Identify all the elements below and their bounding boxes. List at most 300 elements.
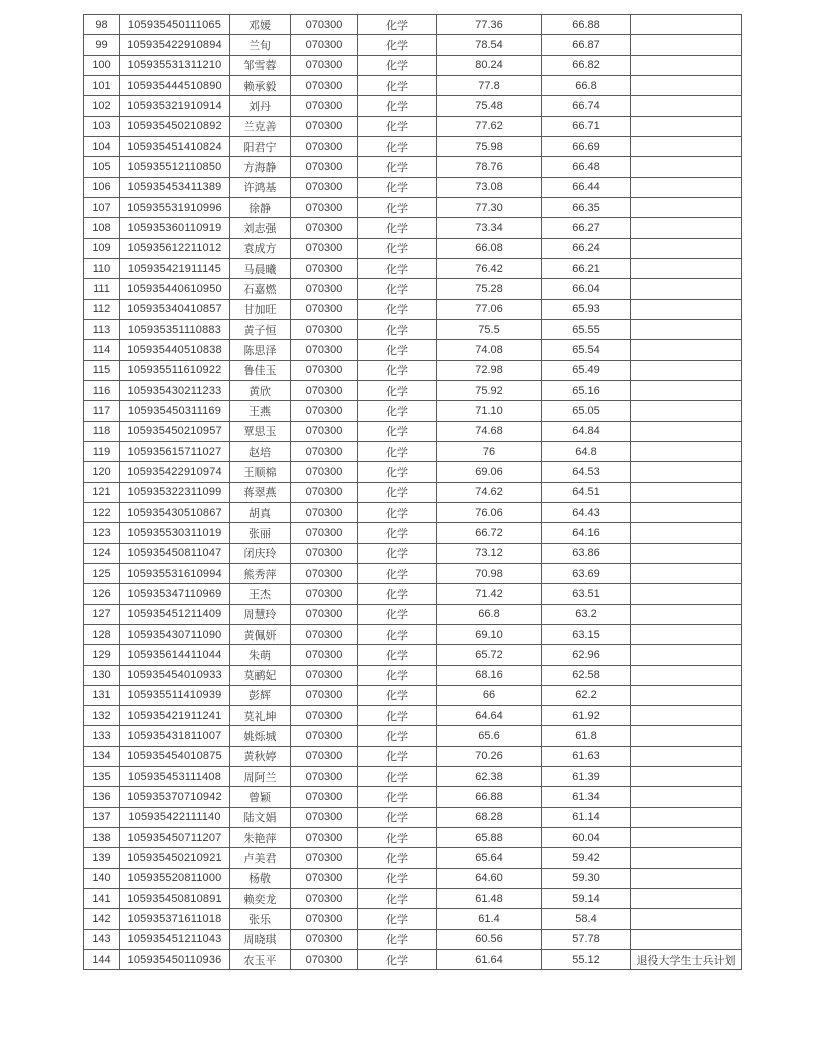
cell-score-1: 78.54 bbox=[437, 35, 542, 55]
cell-major-code: 070300 bbox=[291, 441, 358, 461]
cell-name: 周晓琪 bbox=[230, 929, 291, 949]
table-row bbox=[84, 502, 742, 522]
cell-remark bbox=[631, 157, 742, 177]
cell-major-name: 化学 bbox=[358, 157, 437, 177]
cell-remark bbox=[631, 767, 742, 787]
cell-score-2: 59.30 bbox=[542, 868, 631, 888]
cell-score-2: 66.48 bbox=[542, 157, 631, 177]
cell-score-2: 66.24 bbox=[542, 238, 631, 258]
cell-row-number: 140 bbox=[84, 868, 120, 888]
cell-name: 闭庆玲 bbox=[230, 543, 291, 563]
cell-major-code: 070300 bbox=[291, 828, 358, 848]
cell-major-name: 化学 bbox=[358, 787, 437, 807]
cell-row-number: 100 bbox=[84, 55, 120, 75]
cell-name: 王燕 bbox=[230, 401, 291, 421]
cell-candidate-id: 105935451211409 bbox=[120, 604, 230, 624]
cell-score-2: 61.63 bbox=[542, 746, 631, 766]
cell-row-number: 143 bbox=[84, 929, 120, 949]
cell-score-1: 68.16 bbox=[437, 665, 542, 685]
cell-major-code: 070300 bbox=[291, 848, 358, 868]
cell-name: 黄子恒 bbox=[230, 319, 291, 339]
cell-row-number: 111 bbox=[84, 279, 120, 299]
cell-candidate-id: 105935530311019 bbox=[120, 523, 230, 543]
cell-major-name: 化学 bbox=[358, 441, 437, 461]
cell-candidate-id: 105935321910914 bbox=[120, 96, 230, 116]
cell-row-number: 136 bbox=[84, 787, 120, 807]
cell-major-name: 化学 bbox=[358, 929, 437, 949]
cell-remark bbox=[631, 401, 742, 421]
cell-name: 阳君宁 bbox=[230, 136, 291, 156]
cell-major-name: 化学 bbox=[358, 523, 437, 543]
cell-remark bbox=[631, 96, 742, 116]
cell-major-code: 070300 bbox=[291, 258, 358, 278]
cell-candidate-id: 105935360110919 bbox=[120, 218, 230, 238]
cell-score-2: 64.16 bbox=[542, 523, 631, 543]
cell-score-2: 55.12 bbox=[542, 950, 631, 970]
cell-row-number: 137 bbox=[84, 807, 120, 827]
cell-remark bbox=[631, 218, 742, 238]
table-row bbox=[84, 15, 742, 35]
cell-major-code: 070300 bbox=[291, 238, 358, 258]
cell-remark bbox=[631, 136, 742, 156]
table-row bbox=[84, 197, 742, 217]
table-row bbox=[84, 929, 742, 949]
cell-name: 杨敬 bbox=[230, 868, 291, 888]
cell-score-2: 66.8 bbox=[542, 75, 631, 95]
cell-score-1: 76.06 bbox=[437, 502, 542, 522]
cell-score-1: 70.98 bbox=[437, 563, 542, 583]
cell-name: 赖奕龙 bbox=[230, 889, 291, 909]
cell-major-name: 化学 bbox=[358, 482, 437, 502]
cell-score-1: 75.28 bbox=[437, 279, 542, 299]
table-row bbox=[84, 462, 742, 482]
table-row bbox=[84, 665, 742, 685]
cell-row-number: 130 bbox=[84, 665, 120, 685]
cell-major-name: 化学 bbox=[358, 584, 437, 604]
cell-score-2: 66.82 bbox=[542, 55, 631, 75]
cell-score-2: 58.4 bbox=[542, 909, 631, 929]
cell-score-1: 70.26 bbox=[437, 746, 542, 766]
table-row bbox=[84, 340, 742, 360]
cell-remark bbox=[631, 421, 742, 441]
cell-name: 彭辉 bbox=[230, 685, 291, 705]
table-row bbox=[84, 279, 742, 299]
cell-score-1: 80.24 bbox=[437, 55, 542, 75]
cell-major-name: 化学 bbox=[358, 380, 437, 400]
cell-candidate-id: 105935430211233 bbox=[120, 380, 230, 400]
cell-major-code: 070300 bbox=[291, 523, 358, 543]
cell-row-number: 119 bbox=[84, 441, 120, 461]
cell-score-1: 61.48 bbox=[437, 889, 542, 909]
cell-remark bbox=[631, 75, 742, 95]
cell-score-1: 69.06 bbox=[437, 462, 542, 482]
cell-score-2: 65.93 bbox=[542, 299, 631, 319]
cell-candidate-id: 105935450210921 bbox=[120, 848, 230, 868]
cell-major-code: 070300 bbox=[291, 421, 358, 441]
cell-major-name: 化学 bbox=[358, 136, 437, 156]
cell-major-code: 070300 bbox=[291, 299, 358, 319]
cell-remark bbox=[631, 177, 742, 197]
cell-name: 陈思泽 bbox=[230, 340, 291, 360]
cell-name: 袁成方 bbox=[230, 238, 291, 258]
cell-remark bbox=[631, 319, 742, 339]
cell-row-number: 107 bbox=[84, 197, 120, 217]
cell-name: 覃思玉 bbox=[230, 421, 291, 441]
cell-row-number: 121 bbox=[84, 482, 120, 502]
cell-name: 徐静 bbox=[230, 197, 291, 217]
cell-remark bbox=[631, 116, 742, 136]
cell-row-number: 123 bbox=[84, 523, 120, 543]
cell-major-name: 化学 bbox=[358, 502, 437, 522]
cell-row-number: 113 bbox=[84, 319, 120, 339]
cell-name: 甘加旺 bbox=[230, 299, 291, 319]
cell-major-code: 070300 bbox=[291, 787, 358, 807]
cell-major-code: 070300 bbox=[291, 197, 358, 217]
cell-major-code: 070300 bbox=[291, 177, 358, 197]
cell-score-1: 71.10 bbox=[437, 401, 542, 421]
cell-row-number: 104 bbox=[84, 136, 120, 156]
cell-remark bbox=[631, 15, 742, 35]
cell-major-name: 化学 bbox=[358, 665, 437, 685]
cell-major-code: 070300 bbox=[291, 15, 358, 35]
cell-row-number: 139 bbox=[84, 848, 120, 868]
cell-remark bbox=[631, 279, 742, 299]
table-row bbox=[84, 421, 742, 441]
cell-remark bbox=[631, 665, 742, 685]
cell-candidate-id: 105935450210892 bbox=[120, 116, 230, 136]
cell-name: 黄秋婷 bbox=[230, 746, 291, 766]
cell-row-number: 112 bbox=[84, 299, 120, 319]
table-row bbox=[84, 746, 742, 766]
cell-major-code: 070300 bbox=[291, 543, 358, 563]
cell-score-2: 61.8 bbox=[542, 726, 631, 746]
cell-row-number: 144 bbox=[84, 950, 120, 970]
cell-score-1: 64.60 bbox=[437, 868, 542, 888]
cell-major-code: 070300 bbox=[291, 868, 358, 888]
cell-row-number: 99 bbox=[84, 35, 120, 55]
cell-major-name: 化学 bbox=[358, 197, 437, 217]
cell-score-2: 65.55 bbox=[542, 319, 631, 339]
cell-score-2: 65.49 bbox=[542, 360, 631, 380]
cell-remark bbox=[631, 340, 742, 360]
cell-score-2: 62.58 bbox=[542, 665, 631, 685]
cell-major-name: 化学 bbox=[358, 421, 437, 441]
cell-row-number: 142 bbox=[84, 909, 120, 929]
cell-score-2: 66.88 bbox=[542, 15, 631, 35]
cell-score-1: 72.98 bbox=[437, 360, 542, 380]
cell-score-2: 66.71 bbox=[542, 116, 631, 136]
cell-score-2: 65.05 bbox=[542, 401, 631, 421]
cell-candidate-id: 105935512110850 bbox=[120, 157, 230, 177]
cell-remark bbox=[631, 848, 742, 868]
cell-major-name: 化学 bbox=[358, 563, 437, 583]
table-row bbox=[84, 401, 742, 421]
cell-score-1: 66.88 bbox=[437, 787, 542, 807]
cell-candidate-id: 105935511410939 bbox=[120, 685, 230, 705]
cell-candidate-id: 105935451410824 bbox=[120, 136, 230, 156]
cell-major-name: 化学 bbox=[358, 909, 437, 929]
cell-major-code: 070300 bbox=[291, 462, 358, 482]
cell-major-name: 化学 bbox=[358, 15, 437, 35]
cell-row-number: 106 bbox=[84, 177, 120, 197]
cell-name: 朱艳萍 bbox=[230, 828, 291, 848]
cell-major-code: 070300 bbox=[291, 807, 358, 827]
cell-major-code: 070300 bbox=[291, 746, 358, 766]
cell-remark bbox=[631, 360, 742, 380]
cell-major-name: 化学 bbox=[358, 624, 437, 644]
cell-candidate-id: 105935451211043 bbox=[120, 929, 230, 949]
table-row bbox=[84, 157, 742, 177]
cell-remark bbox=[631, 563, 742, 583]
cell-score-1: 76.42 bbox=[437, 258, 542, 278]
table-row bbox=[84, 848, 742, 868]
cell-score-2: 65.16 bbox=[542, 380, 631, 400]
cell-candidate-id: 105935511610922 bbox=[120, 360, 230, 380]
cell-candidate-id: 105935453411389 bbox=[120, 177, 230, 197]
cell-row-number: 101 bbox=[84, 75, 120, 95]
cell-name: 马晨曦 bbox=[230, 258, 291, 278]
cell-score-1: 77.62 bbox=[437, 116, 542, 136]
cell-major-code: 070300 bbox=[291, 116, 358, 136]
cell-candidate-id: 105935340410857 bbox=[120, 299, 230, 319]
cell-remark bbox=[631, 55, 742, 75]
cell-name: 蒋翠燕 bbox=[230, 482, 291, 502]
cell-score-2: 64.53 bbox=[542, 462, 631, 482]
cell-candidate-id: 105935371611018 bbox=[120, 909, 230, 929]
cell-major-name: 化学 bbox=[358, 604, 437, 624]
cell-row-number: 122 bbox=[84, 502, 120, 522]
cell-score-2: 61.39 bbox=[542, 767, 631, 787]
cell-name: 刘志强 bbox=[230, 218, 291, 238]
cell-major-code: 070300 bbox=[291, 360, 358, 380]
table-row bbox=[84, 950, 742, 970]
cell-candidate-id: 105935450810891 bbox=[120, 889, 230, 909]
cell-major-code: 070300 bbox=[291, 75, 358, 95]
cell-row-number: 135 bbox=[84, 767, 120, 787]
cell-candidate-id: 105935531610994 bbox=[120, 563, 230, 583]
cell-candidate-id: 105935422910894 bbox=[120, 35, 230, 55]
cell-name: 胡真 bbox=[230, 502, 291, 522]
cell-major-name: 化学 bbox=[358, 55, 437, 75]
cell-candidate-id: 105935450811047 bbox=[120, 543, 230, 563]
cell-row-number: 133 bbox=[84, 726, 120, 746]
cell-score-1: 75.5 bbox=[437, 319, 542, 339]
cell-major-code: 070300 bbox=[291, 889, 358, 909]
cell-name: 许鸿基 bbox=[230, 177, 291, 197]
cell-score-1: 75.98 bbox=[437, 136, 542, 156]
cell-remark bbox=[631, 929, 742, 949]
cell-remark bbox=[631, 604, 742, 624]
cell-row-number: 103 bbox=[84, 116, 120, 136]
cell-candidate-id: 105935430510867 bbox=[120, 502, 230, 522]
table-row bbox=[84, 604, 742, 624]
table-row bbox=[84, 807, 742, 827]
admission-score-table bbox=[83, 14, 742, 970]
cell-row-number: 110 bbox=[84, 258, 120, 278]
cell-name: 莫礼坤 bbox=[230, 706, 291, 726]
cell-major-name: 化学 bbox=[358, 828, 437, 848]
cell-name: 黄欣 bbox=[230, 380, 291, 400]
cell-name: 方海静 bbox=[230, 157, 291, 177]
cell-major-name: 化学 bbox=[358, 360, 437, 380]
table-row bbox=[84, 767, 742, 787]
cell-major-name: 化学 bbox=[358, 848, 437, 868]
cell-score-1: 71.42 bbox=[437, 584, 542, 604]
cell-remark bbox=[631, 299, 742, 319]
cell-row-number: 126 bbox=[84, 584, 120, 604]
table-row bbox=[84, 624, 742, 644]
cell-remark bbox=[631, 584, 742, 604]
cell-score-2: 63.15 bbox=[542, 624, 631, 644]
cell-score-1: 77.06 bbox=[437, 299, 542, 319]
cell-score-1: 65.6 bbox=[437, 726, 542, 746]
cell-score-2: 66.69 bbox=[542, 136, 631, 156]
cell-name: 王杰 bbox=[230, 584, 291, 604]
cell-candidate-id: 105935322311099 bbox=[120, 482, 230, 502]
cell-candidate-id: 105935520811000 bbox=[120, 868, 230, 888]
cell-score-1: 78.76 bbox=[437, 157, 542, 177]
cell-score-1: 68.28 bbox=[437, 807, 542, 827]
cell-name: 农玉平 bbox=[230, 950, 291, 970]
cell-major-name: 化学 bbox=[358, 75, 437, 95]
cell-name: 张丽 bbox=[230, 523, 291, 543]
cell-major-name: 化学 bbox=[358, 645, 437, 665]
cell-name: 莫鹂妃 bbox=[230, 665, 291, 685]
cell-major-name: 化学 bbox=[358, 706, 437, 726]
cell-score-2: 61.14 bbox=[542, 807, 631, 827]
cell-major-code: 070300 bbox=[291, 950, 358, 970]
table-row bbox=[84, 706, 742, 726]
cell-candidate-id: 105935612211012 bbox=[120, 238, 230, 258]
cell-major-name: 化学 bbox=[358, 299, 437, 319]
cell-row-number: 129 bbox=[84, 645, 120, 665]
cell-candidate-id: 105935453111408 bbox=[120, 767, 230, 787]
cell-remark bbox=[631, 380, 742, 400]
cell-score-2: 64.8 bbox=[542, 441, 631, 461]
cell-major-name: 化学 bbox=[358, 35, 437, 55]
cell-major-name: 化学 bbox=[358, 462, 437, 482]
cell-remark bbox=[631, 502, 742, 522]
cell-score-2: 64.51 bbox=[542, 482, 631, 502]
cell-major-name: 化学 bbox=[358, 319, 437, 339]
cell-major-name: 化学 bbox=[358, 889, 437, 909]
table-row bbox=[84, 828, 742, 848]
table-row bbox=[84, 218, 742, 238]
cell-remark bbox=[631, 624, 742, 644]
cell-score-2: 63.51 bbox=[542, 584, 631, 604]
cell-major-name: 化学 bbox=[358, 726, 437, 746]
table-row bbox=[84, 319, 742, 339]
cell-score-2: 61.34 bbox=[542, 787, 631, 807]
table-row bbox=[84, 685, 742, 705]
cell-major-code: 070300 bbox=[291, 401, 358, 421]
cell-row-number: 105 bbox=[84, 157, 120, 177]
table-row bbox=[84, 645, 742, 665]
cell-name: 王顺棉 bbox=[230, 462, 291, 482]
cell-candidate-id: 105935450110936 bbox=[120, 950, 230, 970]
cell-candidate-id: 105935431811007 bbox=[120, 726, 230, 746]
cell-major-name: 化学 bbox=[358, 177, 437, 197]
table-row bbox=[84, 868, 742, 888]
table-row bbox=[84, 523, 742, 543]
cell-score-1: 77.36 bbox=[437, 15, 542, 35]
cell-row-number: 125 bbox=[84, 563, 120, 583]
cell-major-name: 化学 bbox=[358, 767, 437, 787]
cell-remark bbox=[631, 482, 742, 502]
cell-candidate-id: 105935347110969 bbox=[120, 584, 230, 604]
cell-remark bbox=[631, 685, 742, 705]
cell-major-code: 070300 bbox=[291, 482, 358, 502]
cell-candidate-id: 105935440510838 bbox=[120, 340, 230, 360]
cell-remark bbox=[631, 868, 742, 888]
cell-candidate-id: 105935450311169 bbox=[120, 401, 230, 421]
table-row bbox=[84, 177, 742, 197]
cell-major-name: 化学 bbox=[358, 238, 437, 258]
cell-remark bbox=[631, 441, 742, 461]
cell-major-code: 070300 bbox=[291, 96, 358, 116]
cell-candidate-id: 105935440610950 bbox=[120, 279, 230, 299]
cell-major-code: 070300 bbox=[291, 55, 358, 75]
cell-major-name: 化学 bbox=[358, 218, 437, 238]
cell-row-number: 109 bbox=[84, 238, 120, 258]
cell-candidate-id: 105935531910996 bbox=[120, 197, 230, 217]
cell-major-name: 化学 bbox=[358, 543, 437, 563]
cell-score-2: 66.04 bbox=[542, 279, 631, 299]
table-row bbox=[84, 543, 742, 563]
cell-score-1: 65.88 bbox=[437, 828, 542, 848]
cell-remark bbox=[631, 807, 742, 827]
cell-row-number: 138 bbox=[84, 828, 120, 848]
cell-name: 周阿兰 bbox=[230, 767, 291, 787]
cell-remark bbox=[631, 543, 742, 563]
cell-name: 兰克善 bbox=[230, 116, 291, 136]
cell-major-code: 070300 bbox=[291, 645, 358, 665]
cell-candidate-id: 105935454010875 bbox=[120, 746, 230, 766]
table-row bbox=[84, 563, 742, 583]
cell-candidate-id: 105935444510890 bbox=[120, 75, 230, 95]
cell-name: 石嘉燃 bbox=[230, 279, 291, 299]
cell-major-code: 070300 bbox=[291, 502, 358, 522]
cell-row-number: 134 bbox=[84, 746, 120, 766]
cell-major-code: 070300 bbox=[291, 665, 358, 685]
table-row bbox=[84, 909, 742, 929]
cell-row-number: 128 bbox=[84, 624, 120, 644]
cell-candidate-id: 105935531311210 bbox=[120, 55, 230, 75]
cell-score-1: 74.62 bbox=[437, 482, 542, 502]
cell-score-2: 63.86 bbox=[542, 543, 631, 563]
table-row bbox=[84, 299, 742, 319]
cell-major-name: 化学 bbox=[358, 279, 437, 299]
table-row bbox=[84, 584, 742, 604]
cell-name: 周慧玲 bbox=[230, 604, 291, 624]
cell-name: 熊秀萍 bbox=[230, 563, 291, 583]
cell-score-1: 64.64 bbox=[437, 706, 542, 726]
cell-candidate-id: 105935614411044 bbox=[120, 645, 230, 665]
table-row bbox=[84, 116, 742, 136]
cell-score-2: 66.44 bbox=[542, 177, 631, 197]
cell-major-code: 070300 bbox=[291, 136, 358, 156]
cell-row-number: 117 bbox=[84, 401, 120, 421]
cell-major-name: 化学 bbox=[358, 340, 437, 360]
cell-score-1: 62.38 bbox=[437, 767, 542, 787]
cell-name: 姚烁城 bbox=[230, 726, 291, 746]
cell-name: 朱萌 bbox=[230, 645, 291, 665]
cell-score-1: 65.72 bbox=[437, 645, 542, 665]
table-row bbox=[84, 75, 742, 95]
cell-score-2: 60.04 bbox=[542, 828, 631, 848]
cell-score-1: 65.64 bbox=[437, 848, 542, 868]
table-row bbox=[84, 258, 742, 278]
